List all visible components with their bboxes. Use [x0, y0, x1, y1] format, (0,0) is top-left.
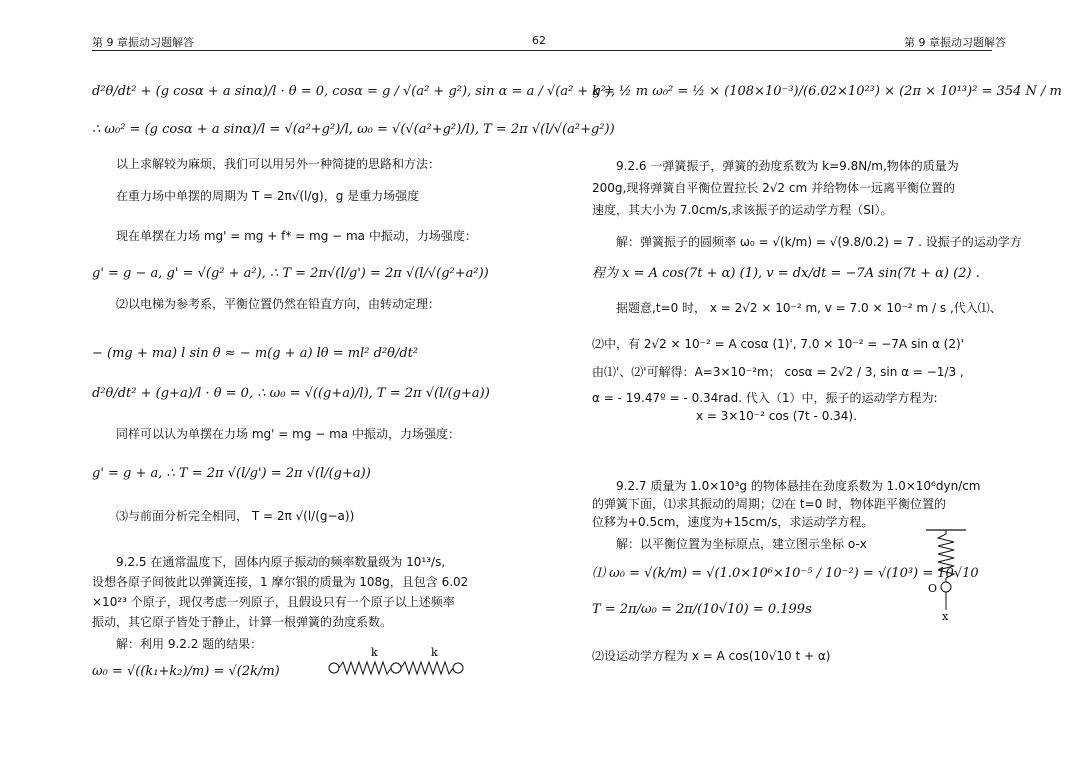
problem-926-line2: 200g,现将弹簧自平衡位置拉长 2√2 cm 并给物体一远离平衡位置的 — [592, 181, 955, 195]
axis-label-x: x — [942, 610, 949, 620]
problem-927-line3: 位移为+0.5cm，速度为+15cm/s，求运动学方程。 — [592, 515, 874, 529]
problem-925-line2: 设想各原子间彼此以弹簧连接，1 摩尔银的质量为 108g，且包含 6.02 — [92, 575, 469, 589]
solution-926-line1: 解：弹簧振子的圆频率 ω₀ = √(k/m) = √(9.8/0.2) = 7 . 设振子的运动学方 — [616, 235, 1022, 249]
hanging-mass — [941, 582, 951, 592]
solution-926-result: x = 3×10⁻² cos (7t - 0.34). — [696, 409, 857, 423]
solution-925-intro: 解：利用 9.2.2 题的结果： — [116, 637, 263, 651]
origin-label: O — [928, 582, 938, 595]
solution-926-line6: α = - 19.47º = - 0.34rad. 代入（1）中，振子的运动学方程为: — [592, 391, 938, 405]
text-force-field: 现在单摆在力场 mg' = mg + f* = mg − ma 中振动，力场强度： — [116, 229, 477, 243]
eq-omega-two-springs: ω₀ = √((k₁+k₂)/m) = √(2k/m) — [92, 664, 280, 679]
problem-925-line4: 振动，其它原子皆处于静止，计算一根弹簧的劲度系数。 — [92, 615, 393, 629]
problem-926-line3: 速度，其大小为 7.0cm/s,求该振子的运动学方程（SI）。 — [592, 203, 893, 217]
eq-theta-ode: d²θ/dt² + (g cosα + a sinα)/l · θ = 0, cosα = g / √(a² + g²), sin α = a / √(a² + g²), — [92, 84, 616, 99]
text-gravity-period: 在重力场中单摆的周期为 T = 2π√(l/g)，g 是重力场强度 — [116, 189, 420, 203]
problem-926-line1: 9.2.6 一弹簧振子，弹簧的劲度系数为 k=9.8N/m,物体的质量为 — [616, 159, 959, 173]
text-elevator-frame: ⑵以电梯为参考系，平衡位置仍然在铅直方向，由转动定理： — [116, 297, 441, 311]
problem-927-line1: 9.2.7 质量为 1.0×10³g 的物体悬挂在劲度系数为 1.0×10⁶dyn/cm — [616, 479, 981, 493]
eq-g-prime: g' = g − a, g' = √(g² + a²), ∴ T = 2π√(l/g') = 2π √(l/√(g²+a²)) — [92, 266, 489, 281]
spring-left — [339, 662, 391, 674]
problem-927-line2: 的弹簧下面，⑴求其振动的周期；⑵在 t=0 时，物体距平衡位置的 — [592, 497, 947, 511]
text-case3: ⑶与前面分析完全相同， T = 2π √(l/(g−a)) — [116, 509, 355, 523]
header-right: 第 9 章振动习题解答 — [904, 36, 1006, 49]
spring-label-k2: k — [431, 646, 438, 659]
spring-chain-figure — [328, 644, 478, 680]
atom-left — [329, 663, 339, 673]
solution-927-intro: 解：以平衡位置为坐标原点，建立图示坐标 o-x — [616, 537, 867, 551]
page-number: 62 — [532, 34, 546, 47]
eq-period-g-plus-a: g' = g + a, ∴ T = 2π √(l/g') = 2π √(l/(g+a)) — [92, 466, 371, 481]
vertical-spring — [938, 530, 954, 582]
eq-spring-constant: k = ½ m ω₀² = ½ × (108×10⁻³)/(6.02×10²³) × (2π × 10¹³)² = 354 N / m — [592, 84, 1062, 99]
eq-omega0: ∴ ω₀² = (g cosα + a sinα)/l = √(a²+g²)/l, ω₀ = √(√(a²+g²)/l), T = 2π √(l/√(a²+g²)) — [92, 122, 615, 137]
header-left: 第 9 章振动习题解答 — [92, 36, 194, 49]
problem-925-line1: 9.2.5 在通常温度下，固体内原子振动的频率数量级为 10¹³/s, — [116, 555, 446, 569]
eq-torque: − (mg + ma) l sin θ ≈ − m(g + a) lθ = ml² d²θ/dt² — [92, 346, 419, 361]
eq-omega-927: ⑴ ω₀ = √(k/m) = √(1.0×10⁶×10⁻⁵ / 10⁻²) = √(10³) = 10√10 — [592, 566, 979, 581]
atom-center — [391, 663, 401, 673]
text-simpler-method: 以上求解较为麻烦，我们可以用另外一种简捷的思路和方法： — [116, 157, 441, 171]
eq-period-927: T = 2π/ω₀ = 2π/(10√10) = 0.199s — [592, 602, 812, 617]
solution-926-line5: 由⑴'、⑵'可解得：A=3×10⁻²m； cosα = 2√2 / 3, sin α = −1/3 , — [592, 365, 964, 379]
eq-omega-g-plus-a: d²θ/dt² + (g+a)/l · θ = 0, ∴ ω₀ = √((g+a)/l), T = 2π √(l/(g+a)) — [92, 386, 490, 401]
solution-926-line3: 据题意,t=0 时， x = 2√2 × 10⁻² m, v = 7.0 × 10⁻² m / s ,代入⑴、 — [616, 301, 1002, 315]
vertical-spring-figure — [914, 524, 974, 620]
text-same-force-field: 同样可以认为单摆在力场 mg' = mg − ma 中振动，力场强度： — [116, 427, 460, 441]
atom-right — [453, 663, 463, 673]
problem-925-line3: ×10²³ 个原子，现仅考虑一列原子，且假设只有一个原子以上述频率 — [92, 595, 455, 609]
spring-right — [401, 662, 453, 674]
solution-926-line4: ⑵中，有 2√2 × 10⁻² = A cosα (1)', 7.0 × 10⁻² = −7A sin α (2)' — [592, 337, 964, 351]
solution-926-line2: 程为 x = A cos(7t + α) (1), v = dx/dt = −7A sin(7t + α) (2) . — [592, 266, 980, 281]
header-rule — [92, 50, 992, 51]
spring-label-k1: k — [371, 646, 378, 659]
solution-927-eq: ⑵设运动学方程为 x = A cos(10√10 t + α) — [592, 649, 831, 663]
